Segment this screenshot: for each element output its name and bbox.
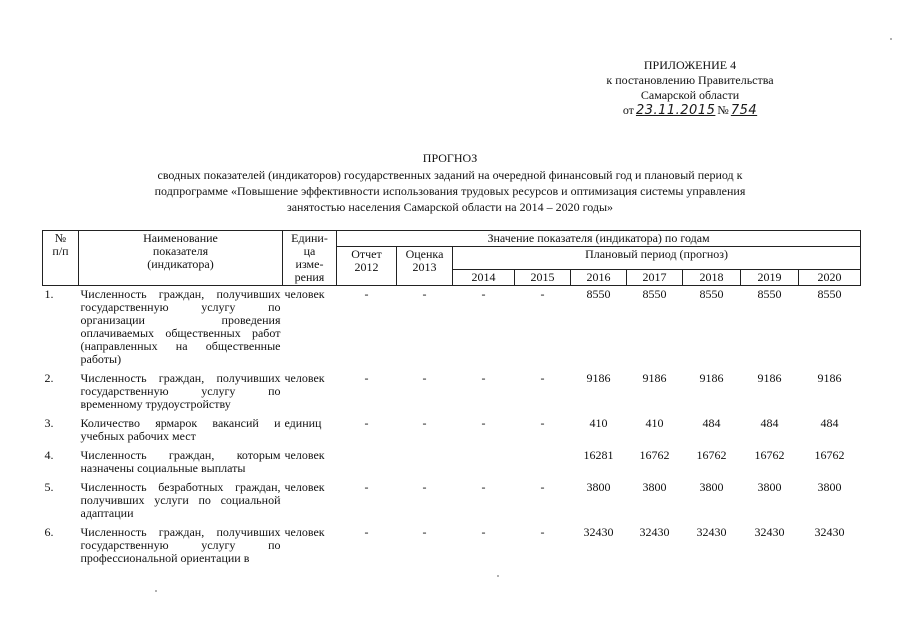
unit-of-measure: человек [284,448,325,462]
appendix-block [560,58,820,118]
scan-speck [155,590,157,592]
indicator-name: Численность граждан, получивших государственную услугу по организации проведения оплачиваемых общественных работ (направленных на общественные работы) [80,287,281,366]
appendix-dateline [560,103,820,118]
table-row [43,415,861,447]
unit-of-measure: человек [284,525,325,539]
indicator-value: 8550 [757,287,782,301]
table-row [43,524,861,569]
table-row [43,286,861,371]
row-number: 1. [44,287,54,301]
indicator-value: - [422,480,427,494]
indicator-value: 410 [645,416,664,430]
header-planned-period: Плановый период (прогноз) [453,247,861,270]
indicator-value: - [540,480,545,494]
indicator-value: - [481,416,486,430]
indicator-value: - [481,287,486,301]
indicator-value: 8550 [586,287,611,301]
indicator-value: - [540,371,545,385]
indicator-value [453,447,515,479]
indicator-value: - [422,416,427,430]
indicator-value: 8550 [699,287,724,301]
appendix-line-region: Самарской области [640,88,740,102]
indicator-name: Численность граждан, получивших государственную услугу по профессиональной ориентации в [80,525,281,565]
unit-of-measure: единиц [284,416,322,430]
row-number: 5. [44,480,54,494]
indicator-value: 16281 [583,448,614,462]
title-head: ПРОГНОЗ [422,151,478,165]
header-estimate-2013: Оценка 2013 [397,247,453,286]
indicator-value: - [364,480,369,494]
row-number: 2. [44,371,54,385]
header-year: 2015 [515,270,571,286]
header-year: 2020 [799,270,861,286]
indicator-name: Численность безработных граждан, получивших услуги по социальной адаптации [80,480,281,520]
handwritten-date: 23.11.2015 [635,103,716,118]
indicator-value: 3800 [817,480,842,494]
indicator-value: 9186 [757,371,782,385]
indicator-value [337,447,397,479]
header-year: 2017 [627,270,683,286]
header-num: № п/п [43,231,79,286]
indicator-value: 32430 [754,525,785,539]
indicator-value: - [364,525,369,539]
handwritten-number: 754 [730,103,758,118]
header-year: 2016 [571,270,627,286]
header-unit: Едини- ца изме- рения [283,231,337,286]
indicator-value: 3800 [699,480,724,494]
indicator-value: 32430 [583,525,614,539]
indicator-value: 9186 [699,371,724,385]
indicator-value: - [540,525,545,539]
indicator-value: 3800 [586,480,611,494]
header-year: 2014 [453,270,515,286]
document-title [100,150,800,215]
indicator-value: 32430 [639,525,670,539]
indicator-value: - [364,371,369,385]
indicator-value: - [481,525,486,539]
title-line-1: сводных показателей (индикаторов) государственных заданий на очередной финансовый год и плановый период к [157,168,743,182]
indicator-value: - [364,287,369,301]
header-year: 2019 [741,270,799,286]
table-row [43,370,861,415]
indicator-value: - [422,371,427,385]
row-number: 4. [44,448,54,462]
indicator-value [397,447,453,479]
scan-speck [497,575,499,577]
title-line-3: занятостью населения Самарской области на 2014 – 2020 годы» [286,200,614,214]
table-row [43,447,861,479]
indicator-value: 9186 [642,371,667,385]
indicator-value: 3800 [757,480,782,494]
unit-of-measure: человек [284,371,325,385]
appendix-title: ПРИЛОЖЕНИЕ 4 [643,58,737,72]
indicator-value: 484 [760,416,779,430]
indicator-value: - [540,287,545,301]
header-values-by-year: Значение показателя (индикатора) по годам [337,231,861,247]
indicator-value: 32430 [814,525,845,539]
row-number: 3. [44,416,54,430]
indicator-value: - [422,525,427,539]
indicator-name: Количество ярмарок вакансий и учебных рабочих мест [80,416,281,443]
unit-of-measure: человек [284,480,325,494]
indicator-value: - [481,371,486,385]
indicator-value: 484 [702,416,721,430]
indicator-value: 32430 [696,525,727,539]
indicator-value: 8550 [642,287,667,301]
indicator-value: - [364,416,369,430]
indicator-value [515,447,571,479]
indicator-value: 9186 [586,371,611,385]
scan-speck [890,38,892,40]
indicator-value: 9186 [817,371,842,385]
number-prefix: № [717,103,729,117]
title-line-2: подпрограмме «Повышение эффективности использования трудовых ресурсов и оптимизация системы управления [154,184,746,198]
indicator-value: - [540,416,545,430]
unit-of-measure: человек [284,287,325,301]
indicators-table [42,230,861,569]
indicator-name: Численность граждан, которым назначены социальные выплаты [80,448,281,475]
indicator-value: 16762 [754,448,785,462]
appendix-line-resolution: к постановлению Правительства [606,73,774,87]
indicator-value: 484 [820,416,839,430]
row-number: 6. [44,525,54,539]
date-prefix: от [622,103,634,117]
indicator-value: 16762 [814,448,845,462]
indicator-value: - [422,287,427,301]
header-name: Наименование показателя (индикатора) [79,231,283,286]
indicator-value: 3800 [642,480,667,494]
indicator-name: Численность граждан, получивших государственную услугу по временному трудоустройству [80,371,281,411]
table-row [43,479,861,524]
header-year: 2018 [683,270,741,286]
indicator-value: 410 [589,416,608,430]
indicator-value: 16762 [639,448,670,462]
indicator-value: 8550 [817,287,842,301]
indicator-value: - [481,480,486,494]
indicator-value: 16762 [696,448,727,462]
header-report-2012: Отчет 2012 [337,247,397,286]
